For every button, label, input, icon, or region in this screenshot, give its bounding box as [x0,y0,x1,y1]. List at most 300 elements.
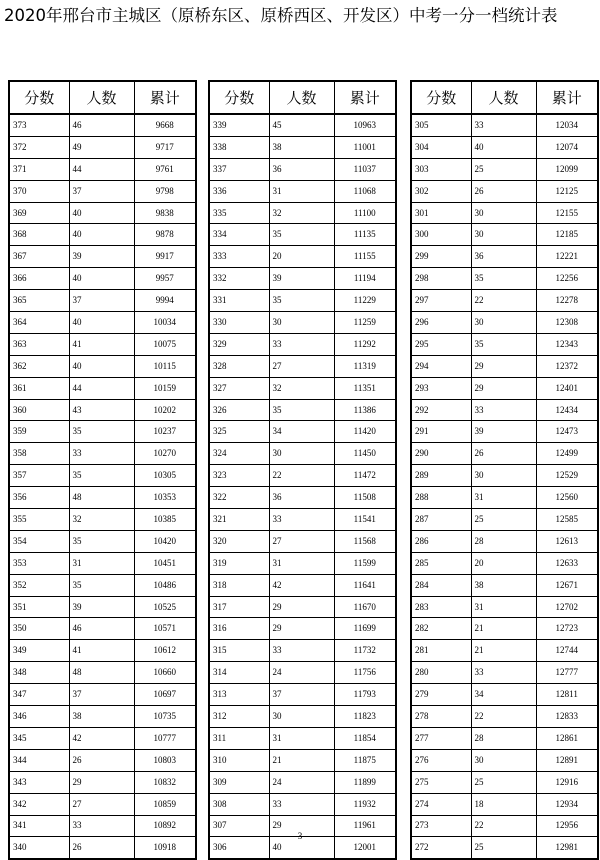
cumulative-cell: 11386 [334,399,396,421]
cumulative-cell: 12343 [536,333,598,355]
cumulative-cell: 11699 [334,618,396,640]
count-cell: 33 [69,443,134,465]
count-cell: 30 [269,706,334,728]
table-row [209,421,396,443]
cumulative-cell: 11670 [334,596,396,618]
count-cell: 24 [269,771,334,793]
table-row [209,443,396,465]
score-cell: 272 [411,837,471,859]
table-row [209,224,396,246]
table-row [411,443,598,465]
count-cell: 46 [69,114,134,136]
table-row [411,793,598,815]
score-cell: 282 [411,618,471,640]
cumulative-cell: 12891 [536,749,598,771]
header-count: 人数 [269,81,334,114]
count-cell: 29 [69,771,134,793]
count-cell: 38 [69,706,134,728]
cumulative-cell: 12916 [536,771,598,793]
cumulative-cell: 12633 [536,552,598,574]
score-cell: 330 [209,312,269,334]
score-cell: 304 [411,136,471,158]
count-cell: 34 [471,684,536,706]
count-cell: 32 [269,377,334,399]
cumulative-cell: 11899 [334,771,396,793]
count-cell: 40 [69,268,134,290]
count-cell: 33 [471,399,536,421]
score-cell: 273 [411,815,471,837]
score-cell: 314 [209,662,269,684]
cumulative-cell: 11351 [334,377,396,399]
header-score: 分数 [411,81,471,114]
score-cell: 361 [9,377,69,399]
table-row [411,509,598,531]
count-cell: 35 [69,530,134,552]
score-cell: 369 [9,202,69,224]
table-row [209,290,396,312]
score-cell: 283 [411,596,471,618]
cumulative-cell: 10385 [134,509,196,531]
score-cell: 288 [411,487,471,509]
score-cell: 335 [209,202,269,224]
table-row [411,202,598,224]
count-cell: 21 [269,749,334,771]
count-cell: 48 [69,662,134,684]
table-row [411,246,598,268]
score-cell: 291 [411,421,471,443]
count-cell: 20 [269,246,334,268]
count-cell: 35 [69,421,134,443]
score-cell: 325 [209,421,269,443]
cumulative-cell: 11319 [334,355,396,377]
score-cell: 329 [209,333,269,355]
cumulative-cell: 12099 [536,158,598,180]
cumulative-cell: 12278 [536,290,598,312]
table-row [9,399,196,421]
cumulative-cell: 10159 [134,377,196,399]
table-row [9,574,196,596]
cumulative-cell: 9994 [134,290,196,312]
table-row [9,312,196,334]
count-cell: 36 [269,487,334,509]
score-cell: 319 [209,552,269,574]
count-cell: 39 [69,596,134,618]
count-cell: 25 [471,509,536,531]
cumulative-cell: 11001 [334,136,396,158]
count-cell: 40 [471,136,536,158]
cumulative-cell: 12744 [536,640,598,662]
score-cell: 300 [411,224,471,246]
score-cell: 279 [411,684,471,706]
score-cell: 316 [209,618,269,640]
table-row [9,662,196,684]
cumulative-cell: 11641 [334,574,396,596]
score-cell: 289 [411,465,471,487]
score-cell: 336 [209,180,269,202]
cumulative-cell: 10451 [134,552,196,574]
count-cell: 35 [471,268,536,290]
count-cell: 30 [471,465,536,487]
score-cell: 323 [209,465,269,487]
cumulative-cell: 11756 [334,662,396,684]
count-cell: 45 [269,114,334,136]
table-header-row [9,81,196,114]
cumulative-cell: 9668 [134,114,196,136]
table-row [209,158,396,180]
cumulative-cell: 10202 [134,399,196,421]
score-cell: 331 [209,290,269,312]
table-row [411,312,598,334]
cumulative-cell: 10305 [134,465,196,487]
cumulative-cell: 11068 [334,180,396,202]
table-row [9,530,196,552]
table-row [209,333,396,355]
count-cell: 36 [269,158,334,180]
cumulative-cell: 11420 [334,421,396,443]
table-row [209,552,396,574]
score-cell: 296 [411,312,471,334]
count-cell: 28 [471,530,536,552]
score-cell: 341 [9,815,69,837]
score-cell: 308 [209,793,269,815]
cumulative-cell: 10034 [134,312,196,334]
count-cell: 34 [269,421,334,443]
cumulative-cell: 12934 [536,793,598,815]
cumulative-cell: 12074 [536,136,598,158]
table-row [411,465,598,487]
count-cell: 30 [471,312,536,334]
table-row [209,136,396,158]
cumulative-cell: 12401 [536,377,598,399]
score-cell: 301 [411,202,471,224]
table-row [209,399,396,421]
cumulative-cell: 12613 [536,530,598,552]
table-row [9,333,196,355]
score-cell: 321 [209,509,269,531]
cumulative-cell: 11155 [334,246,396,268]
cumulative-cell: 11961 [334,815,396,837]
cumulative-cell: 10963 [334,114,396,136]
count-cell: 27 [69,793,134,815]
count-cell: 35 [471,333,536,355]
cumulative-cell: 12777 [536,662,598,684]
score-cell: 372 [9,136,69,158]
score-cell: 364 [9,312,69,334]
cumulative-cell: 10115 [134,355,196,377]
table-row [209,771,396,793]
score-cell: 281 [411,640,471,662]
score-cell: 334 [209,224,269,246]
count-cell: 33 [471,662,536,684]
table-row [209,377,396,399]
score-cell: 293 [411,377,471,399]
cumulative-cell: 11541 [334,509,396,531]
count-cell: 20 [471,552,536,574]
cumulative-cell: 9957 [134,268,196,290]
cumulative-cell: 12034 [536,114,598,136]
header-count: 人数 [69,81,134,114]
count-cell: 40 [269,837,334,859]
count-cell: 32 [269,202,334,224]
table-row [9,684,196,706]
cumulative-cell: 10075 [134,333,196,355]
count-cell: 39 [69,246,134,268]
table-row [209,640,396,662]
table-row [411,114,598,136]
table-row [9,180,196,202]
score-cell: 368 [9,224,69,246]
score-cell: 332 [209,268,269,290]
score-cell: 348 [9,662,69,684]
count-cell: 25 [471,771,536,793]
table-row [9,158,196,180]
score-cell: 343 [9,771,69,793]
score-cell: 318 [209,574,269,596]
score-cell: 346 [9,706,69,728]
cumulative-cell: 12981 [536,837,598,859]
table-body [209,114,396,859]
table-row [209,180,396,202]
count-cell: 31 [69,552,134,574]
cumulative-cell: 12372 [536,355,598,377]
score-cell: 357 [9,465,69,487]
score-cell: 313 [209,684,269,706]
cumulative-cell: 10420 [134,530,196,552]
cumulative-cell: 10697 [134,684,196,706]
count-cell: 41 [69,333,134,355]
count-cell: 43 [69,399,134,421]
count-cell: 29 [471,355,536,377]
score-cell: 352 [9,574,69,596]
score-cell: 299 [411,246,471,268]
score-cell: 359 [9,421,69,443]
table-row [209,618,396,640]
cumulative-cell: 11599 [334,552,396,574]
cumulative-cell: 11793 [334,684,396,706]
table-row [411,377,598,399]
count-cell: 30 [269,312,334,334]
score-cell: 327 [209,377,269,399]
cumulative-cell: 9917 [134,246,196,268]
score-cell: 303 [411,158,471,180]
score-cell: 285 [411,552,471,574]
cumulative-cell: 11100 [334,202,396,224]
count-cell: 42 [269,574,334,596]
cumulative-cell: 9761 [134,158,196,180]
count-cell: 29 [269,618,334,640]
cumulative-cell: 10803 [134,749,196,771]
cumulative-cell: 10892 [134,815,196,837]
table-row [9,202,196,224]
count-cell: 44 [69,158,134,180]
table-row [411,487,598,509]
score-cell: 294 [411,355,471,377]
table-row [411,399,598,421]
table-row [411,749,598,771]
table-row [9,596,196,618]
cumulative-cell: 11259 [334,312,396,334]
score-cell: 315 [209,640,269,662]
table-row [411,771,598,793]
cumulative-cell: 10832 [134,771,196,793]
count-cell: 21 [471,640,536,662]
cumulative-cell: 9878 [134,224,196,246]
score-cell: 276 [411,749,471,771]
count-cell: 40 [69,224,134,246]
table-row [411,158,598,180]
count-cell: 42 [69,727,134,749]
table-row [411,618,598,640]
cumulative-cell: 12001 [334,837,396,859]
score-cell: 290 [411,443,471,465]
table-row [209,355,396,377]
cumulative-cell: 11508 [334,487,396,509]
table-row [411,180,598,202]
count-cell: 33 [269,640,334,662]
table-row [209,684,396,706]
count-cell: 40 [69,312,134,334]
cumulative-cell: 11875 [334,749,396,771]
count-cell: 37 [269,684,334,706]
table-row [411,355,598,377]
count-cell: 46 [69,618,134,640]
cumulative-cell: 12308 [536,312,598,334]
score-cell: 360 [9,399,69,421]
table-row [411,530,598,552]
score-cell: 278 [411,706,471,728]
cumulative-cell: 12671 [536,574,598,596]
cumulative-cell: 12861 [536,727,598,749]
count-cell: 31 [269,727,334,749]
score-cell: 297 [411,290,471,312]
header-cumulative: 累计 [334,81,396,114]
table-row [411,333,598,355]
count-cell: 35 [69,465,134,487]
score-cell: 305 [411,114,471,136]
count-cell: 22 [471,815,536,837]
count-cell: 29 [269,596,334,618]
count-cell: 37 [69,290,134,312]
table-row [209,202,396,224]
table-row [411,224,598,246]
score-cell: 280 [411,662,471,684]
score-table-3 [410,80,599,860]
count-cell: 40 [69,202,134,224]
score-cell: 350 [9,618,69,640]
count-cell: 33 [69,815,134,837]
score-cell: 324 [209,443,269,465]
count-cell: 27 [269,530,334,552]
header-score: 分数 [209,81,269,114]
score-cell: 311 [209,727,269,749]
score-cell: 309 [209,771,269,793]
count-cell: 35 [69,574,134,596]
cumulative-cell: 10612 [134,640,196,662]
score-cell: 345 [9,727,69,749]
table-row [9,443,196,465]
header-score: 分数 [9,81,69,114]
score-cell: 358 [9,443,69,465]
cumulative-cell: 12956 [536,815,598,837]
count-cell: 30 [471,224,536,246]
cumulative-cell: 9798 [134,180,196,202]
count-cell: 33 [269,333,334,355]
count-cell: 35 [269,399,334,421]
count-cell: 48 [69,487,134,509]
score-cell: 355 [9,509,69,531]
table-row [411,640,598,662]
score-table-2 [208,80,397,860]
score-cell: 354 [9,530,69,552]
table-row [9,749,196,771]
score-cell: 356 [9,487,69,509]
cumulative-cell: 10859 [134,793,196,815]
count-cell: 37 [69,684,134,706]
count-cell: 31 [471,487,536,509]
cumulative-cell: 12811 [536,684,598,706]
table-row [9,290,196,312]
score-cell: 306 [209,837,269,859]
table-row [9,224,196,246]
score-cell: 353 [9,552,69,574]
table-row [411,290,598,312]
page-number: 3 [297,831,303,841]
score-cell: 363 [9,333,69,355]
cumulative-cell: 10486 [134,574,196,596]
page-title: 2020年邢台市主城区（原桥东区、原桥西区、开发区）中考一分一档统计表 [4,6,558,25]
count-cell: 26 [471,180,536,202]
table-row [9,771,196,793]
table-row [411,136,598,158]
cumulative-cell: 11292 [334,333,396,355]
table-row [209,662,396,684]
cumulative-cell: 11450 [334,443,396,465]
table-row [9,706,196,728]
table-row [209,312,396,334]
table-row [209,574,396,596]
count-cell: 26 [69,837,134,859]
cumulative-cell: 10353 [134,487,196,509]
cumulative-cell: 11854 [334,727,396,749]
score-cell: 349 [9,640,69,662]
score-cell: 342 [9,793,69,815]
table-body [9,114,196,859]
table-row [411,268,598,290]
cumulative-cell: 9717 [134,136,196,158]
score-cell: 286 [411,530,471,552]
table-header-row [209,81,396,114]
score-cell: 339 [209,114,269,136]
cumulative-cell: 11135 [334,224,396,246]
table-row [9,421,196,443]
score-cell: 326 [209,399,269,421]
count-cell: 33 [471,114,536,136]
count-cell: 29 [269,815,334,837]
table-row [9,552,196,574]
header-cumulative: 累计 [134,81,196,114]
count-cell: 35 [269,224,334,246]
count-cell: 36 [471,246,536,268]
count-cell: 25 [471,837,536,859]
count-cell: 28 [471,727,536,749]
count-cell: 31 [269,180,334,202]
table-body [411,114,598,859]
count-cell: 41 [69,640,134,662]
table-row [411,662,598,684]
cumulative-cell: 10270 [134,443,196,465]
cumulative-cell: 10237 [134,421,196,443]
table-row [9,640,196,662]
